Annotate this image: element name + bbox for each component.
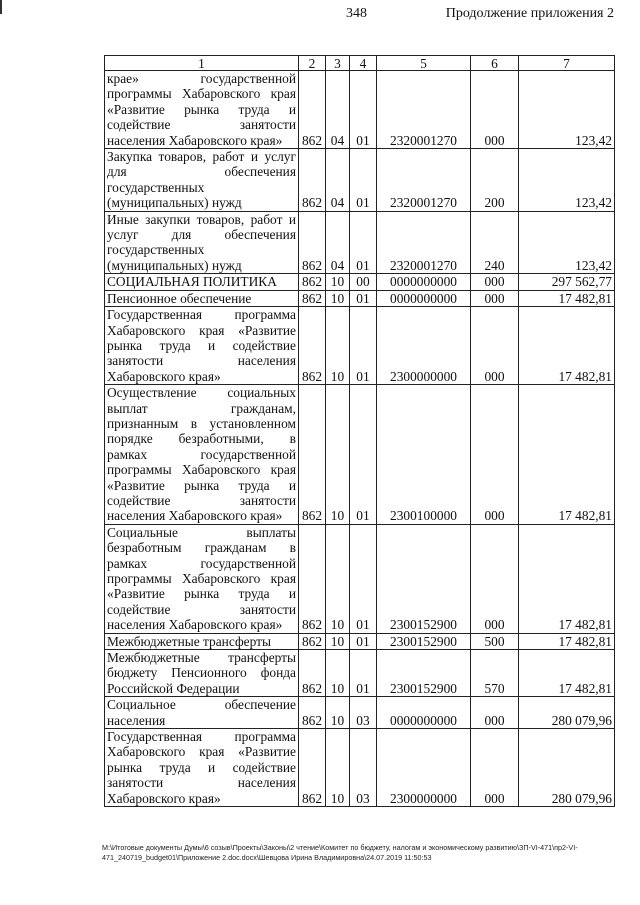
amount-cell: 123,42 xyxy=(519,149,615,212)
table-row xyxy=(105,650,615,697)
column-header: 2 xyxy=(299,56,326,71)
row-name-line: СОЦИАЛЬНАЯ ПОЛИТИКА xyxy=(107,274,277,290)
row-name-line: Государственная программа xyxy=(107,307,296,323)
section-code-cell: 10 xyxy=(326,274,350,290)
row-name-line: населения xyxy=(107,712,166,728)
section-code-cell: 04 xyxy=(326,211,350,274)
table-row xyxy=(105,211,615,274)
column-header: 4 xyxy=(350,56,377,71)
row-name-line: содействие занятости xyxy=(107,117,296,133)
ministry-code-cell: 862 xyxy=(299,149,326,212)
row-name-line: населения Хабаровского края» xyxy=(107,132,283,148)
row-name-line: населения Хабаровского края» xyxy=(107,508,283,524)
subsection-code-cell: 01 xyxy=(350,385,377,525)
row-name-line: Российской Федерации xyxy=(107,680,240,696)
row-name-line: Межбюджетные трансферты xyxy=(107,650,296,666)
row-name-line: «Развитие рынка труда и xyxy=(107,101,296,117)
expense-type-cell: 200 xyxy=(471,149,519,212)
row-name-line: рынка труда и содействие xyxy=(107,759,296,775)
row-name-cell xyxy=(105,290,299,306)
section-code-cell: 10 xyxy=(326,385,350,525)
row-name-line: занятости населения xyxy=(107,775,296,791)
row-name-line: Государственная программа xyxy=(107,729,296,745)
table-row xyxy=(105,524,615,633)
subsection-code-cell: 01 xyxy=(350,71,377,149)
amount-cell: 17 482,81 xyxy=(519,524,615,633)
table-row xyxy=(105,385,615,525)
row-name-line: бюджету Пенсионного фонда xyxy=(107,665,296,681)
column-header: 1 xyxy=(105,56,299,71)
subsection-code-cell: 01 xyxy=(350,290,377,306)
row-name-line: рамках государственной xyxy=(107,555,296,571)
row-name-line: «Развитие рынка труда и xyxy=(107,477,296,493)
table-row xyxy=(105,633,615,649)
row-name-line: безработным гражданам в xyxy=(107,540,296,556)
subsection-code-cell: 01 xyxy=(350,650,377,697)
target-article-cell: 2300152900 xyxy=(377,633,471,649)
expense-type-cell: 000 xyxy=(471,385,519,525)
row-name-cell xyxy=(105,385,299,525)
expense-type-cell: 000 xyxy=(471,71,519,149)
ministry-code-cell: 862 xyxy=(299,290,326,306)
subsection-code-cell: 01 xyxy=(350,211,377,274)
row-name-line: Хабаровского края «Развитие xyxy=(107,744,296,760)
row-name-line: (муниципальных) нужд xyxy=(107,195,242,211)
subsection-code-cell: 01 xyxy=(350,307,377,385)
row-name-line: содействие занятости xyxy=(107,492,296,508)
row-name-line: признанным в установленном xyxy=(107,415,296,431)
continuation-label: Продолжение приложения 2 xyxy=(445,6,614,21)
row-name-cell xyxy=(105,71,299,149)
amount-cell: 17 482,81 xyxy=(519,385,615,525)
amount-cell: 297 562,77 xyxy=(519,274,615,290)
expense-type-cell: 000 xyxy=(471,274,519,290)
row-name-line: выплат гражданам, xyxy=(107,400,296,416)
table-row xyxy=(105,307,615,385)
row-name-line: государственных xyxy=(107,242,205,258)
column-header-row xyxy=(105,56,615,71)
row-name-line: Хабаровского края» xyxy=(107,368,221,384)
row-name-cell xyxy=(105,274,299,290)
subsection-code-cell: 01 xyxy=(350,524,377,633)
section-code-cell: 10 xyxy=(326,633,350,649)
target-article-cell: 2320001270 xyxy=(377,149,471,212)
page-number: 348 xyxy=(346,6,367,21)
ministry-code-cell: 862 xyxy=(299,697,326,729)
expense-type-cell: 000 xyxy=(471,307,519,385)
row-name-line: содействие занятости xyxy=(107,601,296,617)
row-name-line: крае» государственной xyxy=(107,71,296,86)
expense-type-cell: 000 xyxy=(471,697,519,729)
row-name-line: Иные закупки товаров, работ и xyxy=(107,211,296,227)
amount-cell: 17 482,81 xyxy=(519,633,615,649)
row-name-line: Закупка товаров, работ и услуг xyxy=(107,149,296,165)
row-name-line: программы Хабаровского края xyxy=(107,571,296,586)
subsection-code-cell: 01 xyxy=(350,633,377,649)
ministry-code-cell: 862 xyxy=(299,307,326,385)
ministry-code-cell: 862 xyxy=(299,71,326,149)
section-code-cell: 04 xyxy=(326,71,350,149)
table-row xyxy=(105,729,615,807)
amount-cell: 17 482,81 xyxy=(519,307,615,385)
subsection-code-cell: 00 xyxy=(350,274,377,290)
ministry-code-cell: 862 xyxy=(299,729,326,807)
target-article-cell: 2320001270 xyxy=(377,71,471,149)
row-name-cell xyxy=(105,149,299,212)
row-name-line: Межбюджетные трансферты xyxy=(107,633,271,649)
subsection-code-cell: 03 xyxy=(350,729,377,807)
column-header: 5 xyxy=(377,56,471,71)
row-name-line: рынка труда и содействие xyxy=(107,337,296,353)
row-name-line: (муниципальных) нужд xyxy=(107,257,242,273)
ministry-code-cell: 862 xyxy=(299,650,326,697)
row-name-line: населения Хабаровского края» xyxy=(107,617,283,633)
column-header: 3 xyxy=(326,56,350,71)
expense-type-cell: 500 xyxy=(471,633,519,649)
row-name-cell xyxy=(105,650,299,697)
row-name-cell xyxy=(105,697,299,729)
row-name-cell xyxy=(105,524,299,633)
section-code-cell: 10 xyxy=(326,307,350,385)
row-name-line: рамках государственной xyxy=(107,446,296,462)
table-body xyxy=(105,71,615,807)
section-code-cell: 10 xyxy=(326,650,350,697)
column-header: 6 xyxy=(471,56,519,71)
row-name-line: программы Хабаровского края xyxy=(107,86,296,102)
amount-cell: 280 079,96 xyxy=(519,729,615,807)
expense-type-cell: 000 xyxy=(471,729,519,807)
subsection-code-cell: 03 xyxy=(350,697,377,729)
row-name-line: для обеспечения xyxy=(107,164,296,180)
subsection-code-cell: 01 xyxy=(350,149,377,212)
table-row xyxy=(105,149,615,212)
expense-type-cell: 000 xyxy=(471,524,519,633)
target-article-cell: 2320001270 xyxy=(377,211,471,274)
target-article-cell: 2300100000 xyxy=(377,385,471,525)
section-code-cell: 10 xyxy=(326,290,350,306)
expense-type-cell: 240 xyxy=(471,211,519,274)
target-article-cell: 0000000000 xyxy=(377,697,471,729)
row-name-cell xyxy=(105,633,299,649)
row-name-line: порядке безработными, в xyxy=(107,431,296,447)
row-name-line: «Развитие рынка труда и xyxy=(107,586,296,602)
row-name-line: Осуществление социальных xyxy=(107,385,296,401)
row-name-line: Хабаровского края» xyxy=(107,790,221,806)
page-edge-mark xyxy=(0,0,2,14)
amount-cell: 123,42 xyxy=(519,211,615,274)
column-header: 7 xyxy=(519,56,615,71)
expense-type-cell: 000 xyxy=(471,290,519,306)
table-row xyxy=(105,290,615,306)
row-name-line: услуг для обеспечения xyxy=(107,227,296,243)
table-row xyxy=(105,71,615,149)
ministry-code-cell: 862 xyxy=(299,633,326,649)
section-code-cell: 10 xyxy=(326,524,350,633)
target-article-cell: 0000000000 xyxy=(377,274,471,290)
ministry-code-cell: 862 xyxy=(299,385,326,525)
ministry-code-cell: 862 xyxy=(299,274,326,290)
target-article-cell: 2300152900 xyxy=(377,650,471,697)
target-article-cell: 2300152900 xyxy=(377,524,471,633)
document-path-footer: M:\Итоговые документы Думы\6 созыв\Проекты\Законы\2 чтение\Комитет по бюджету, налогам и экономическому развитию\ЗП-VI-471\пр2-VI-471_240719_budget01\Приложение 2.doc.docx\Шевцова Ирина Владимировна\24.07.2019 11:50:53 xyxy=(102,843,578,862)
ministry-code-cell: 862 xyxy=(299,211,326,274)
row-name-line: программы Хабаровского края xyxy=(107,462,296,478)
row-name-cell xyxy=(105,307,299,385)
row-name-cell xyxy=(105,211,299,274)
section-code-cell: 10 xyxy=(326,697,350,729)
budget-table xyxy=(104,55,615,807)
row-name-line: Хабаровского края «Развитие xyxy=(107,322,296,338)
row-name-line: Социальные выплаты xyxy=(107,524,296,540)
table-row xyxy=(105,274,615,290)
row-name-cell xyxy=(105,729,299,807)
row-name-line: Пенсионное обеспечение xyxy=(107,290,252,306)
table-row xyxy=(105,697,615,729)
row-name-line: Социальное обеспечение xyxy=(107,697,296,713)
row-name-line: государственных xyxy=(107,179,205,195)
section-code-cell: 10 xyxy=(326,729,350,807)
target-article-cell: 2300000000 xyxy=(377,307,471,385)
amount-cell: 17 482,81 xyxy=(519,650,615,697)
section-code-cell: 04 xyxy=(326,149,350,212)
target-article-cell: 2300000000 xyxy=(377,729,471,807)
amount-cell: 123,42 xyxy=(519,71,615,149)
amount-cell: 280 079,96 xyxy=(519,697,615,729)
expense-type-cell: 570 xyxy=(471,650,519,697)
row-name-line: занятости населения xyxy=(107,353,296,369)
target-article-cell: 0000000000 xyxy=(377,290,471,306)
amount-cell: 17 482,81 xyxy=(519,290,615,306)
ministry-code-cell: 862 xyxy=(299,524,326,633)
